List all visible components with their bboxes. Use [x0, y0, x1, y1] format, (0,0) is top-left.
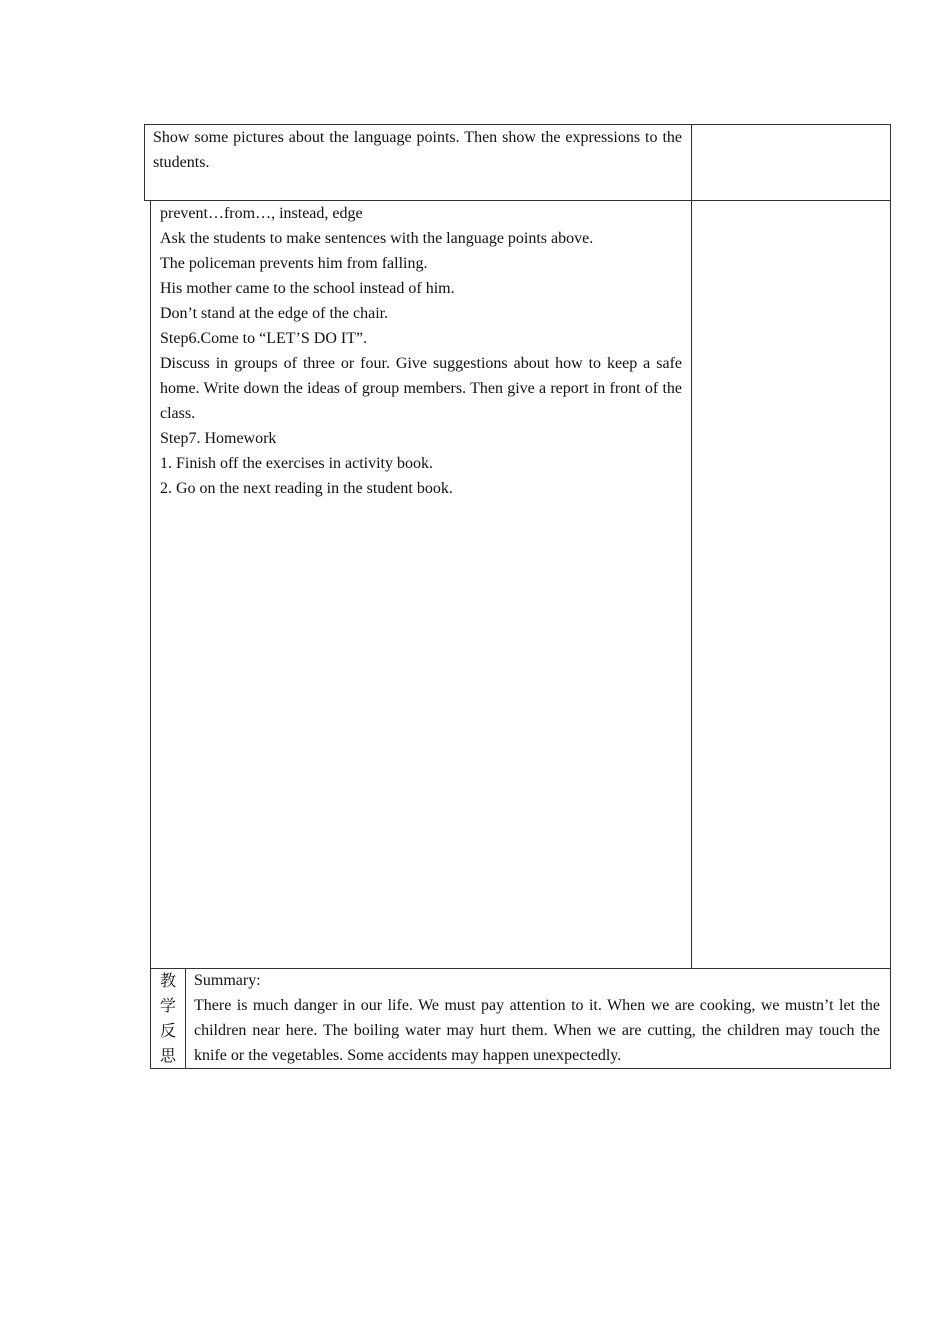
line-example-3: Don’t stand at the edge of the chair.: [160, 305, 389, 322]
reflection-label-char: 教: [159, 971, 176, 990]
top-row-text: [153, 125, 682, 175]
homework-item-2: 2. Go on the next reading in the student book.: [160, 480, 453, 497]
summary-body: There is much danger in our life. We must pay attention to it. When we are cooking, we mustn’t let the children near here. The boiling water may hurt them. When we are cutting, the children may touch the knife or the vegetables. Some accidents may happen unexpectedly.: [194, 997, 880, 1064]
line-step7: Step7. Homework: [160, 430, 277, 447]
main-row-content: [160, 201, 682, 501]
line-step6: Step6.Come to “LET’S DO IT”.: [160, 330, 368, 347]
reflection-divider: [185, 968, 186, 1069]
top-row-paragraph: Show some pictures about the language points. Then show the expressions to the students.: [153, 129, 682, 171]
top-row-divider: [691, 124, 692, 201]
line-make-sentences: Ask the students to make sentences with the language points above.: [160, 230, 594, 247]
reflection-label-char: 学: [159, 996, 176, 1015]
reflection-label: [151, 968, 185, 1068]
reflection-label-char: 反: [159, 1021, 176, 1040]
line-example-2: His mother came to the school instead of him.: [160, 280, 455, 297]
reflection-content: [194, 968, 880, 1068]
line-language-points: prevent…from…, instead, edge: [160, 205, 363, 222]
homework-item-1: 1. Finish off the exercises in activity book.: [160, 455, 433, 472]
main-row-divider: [691, 200, 692, 969]
summary-heading: Summary:: [194, 972, 261, 989]
line-example-1: The policeman prevents him from falling.: [160, 255, 428, 272]
discussion-paragraph: Discuss in groups of three or four. Give suggestions about how to keep a safe home. Write down the ideas of group members. Then give a report in front of the class.: [160, 355, 682, 422]
reflection-label-char: 思: [159, 1046, 176, 1065]
